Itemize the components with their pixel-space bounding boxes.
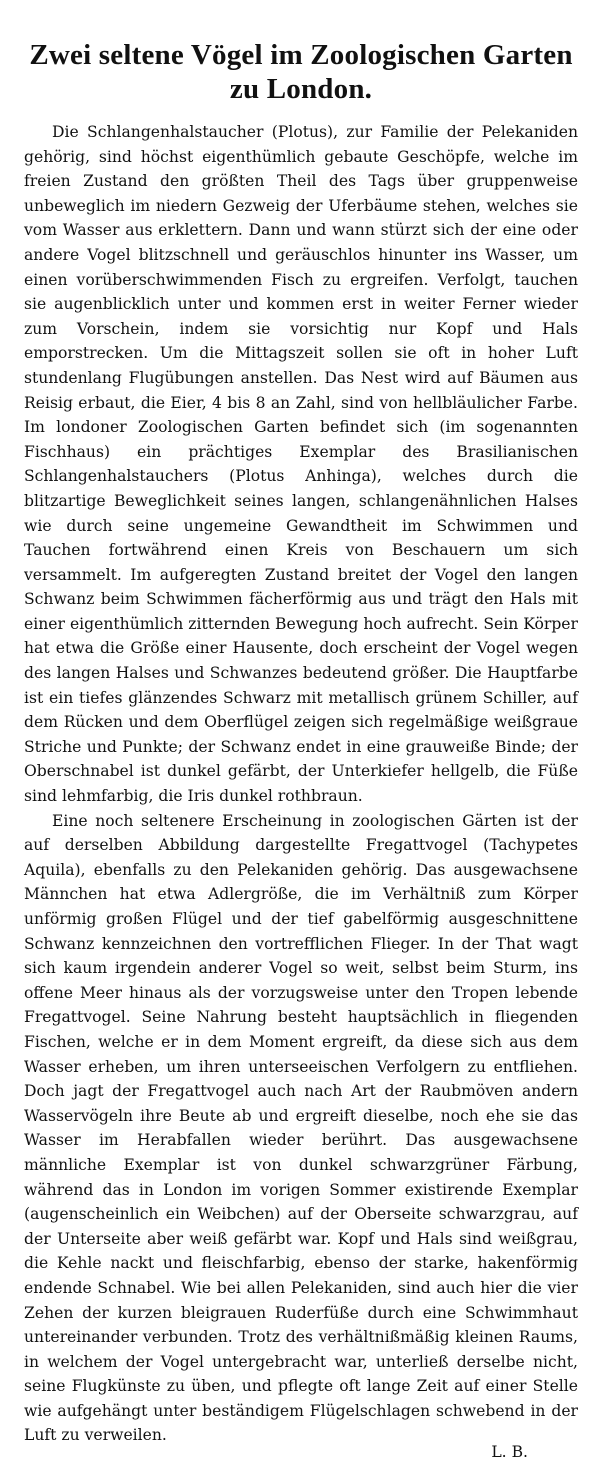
article-paragraph: Die Schlangenhalstaucher (Plotus), zur Familie der Pelekaniden gehörig, sind höchst eigenthümlich gebaute Geschöpfe, welche im freien Zustand den größten Theil des Tags über gruppenweise unbeweglich im niedern Gezweig der Uferbäume stehen, welches sie vom Wasser aus erklettern. Dann und wann stürzt sich der eine oder andere Vogel blitzschnell und geräuschlos hinunter ins Wasser, um einen vorüberschwimmenden Fisch zu ergreifen. Verfolgt, tauchen sie augenblicklich unter und kommen erst in weiter Ferner wieder zum Vorschein, indem sie vorsichtig nur Kopf und Hals emporstrecken. Um die Mittagszeit sollen sie oft in hoher Luft stundenlang Flugübungen anstellen. Das Nest wird auf Bäumen aus Reisig erbaut, die Eier, 4 bis 8 an Zahl, sind von hellbläulicher Farbe. Im londoner Zoologischen Garten befindet sich (im sogenannten Fischhaus) ein prächtiges Exemplar des Brasilianischen Schlangenhalstauchers (Plotus Anhinga), welches durch die blitzartige Beweglichkeit seines langen, schlangenähnlichen Halses wie durch seine ungemeine Gewandtheit im Schwimmen und Tauchen fortwährend einen Kreis von Beschauern um sich versammelt. Im aufgeregten Zustand breitet der Vogel den langen Schwanz beim Schwimmen fächerförmig aus und trägt den Hals mit einer eigenthümlich zitternden Bewegung hoch aufrecht. Sein Körper hat etwa die Größe einer Hausente, doch erscheint der Vogel wegen des langen Halses und Schwanzes bedeutend größer. Die Hauptfarbe ist ein tiefes glänzendes Schwarz mit metallisch grünem Schiller, auf dem Rücken und dem Oberflügel zeigen sich regelmäßige weißgraue Striche und Punkte; der Schwanz endet in eine grauweiße Binde; der Oberschnabel ist dunkel gefärbt, der Unterkiefer hellgelb, die Füße sind lehmfarbig, die Iris dunkel rothbraun. [24,123,578,806]
article-paragraph: Eine noch seltenere Erscheinung in zoologischen Gärten ist der auf derselben Abbildung dargestellte Fregattvogel (Tachypetes Aquila), ebenfalls zu den Pelekaniden gehörig. Das ausgewachsene Männchen hat etwa Adlergröße, die im Verhältniß zum Körper unförmig großen Flügel und der tief gabelförmig ausgeschnittene Schwanz kennzeichnen den vortrefflichen Flieger. In der That wagt sich kaum irgendein anderer Vogel so weit, selbst beim Sturm, ins offene Meer hinaus als der vorzugsweise unter den Tropen lebende Fregattvogel. Seine Nahrung besteht hauptsächlich in fliegenden Fischen, welche er in dem Moment ergreift, da diese sich aus dem Wasser erheben, um ihren unterseeischen Verfolgern zu entfliehen. Doch jagt der Fregattvogel auch nach Art der Raubmöven andern Wasservögeln ihre Beute ab und ergreift dieselbe, noch ehe sie das Wasser im Herabfallen wieder berührt. Das ausgewachsene männliche Exemplar ist von dunkel schwarzgrüner Färbung, während das in London im vorigen Sommer existirende Exemplar (augenscheinlich ein Weibchen) auf der Oberseite schwarzgrau, auf der Unterseite aber weiß gefärbt war. Kopf und Hals sind weißgrau, die Kehle nackt und fleischfarbig, ebenso der starke, hakenförmig endende Schnabel. Wie bei allen Pelekaniden, sind auch hier die vier Zehen der kurzen bleigrauen Ruderfüße durch eine Schwimmhaut untereinander verbunden. Trotz des verhältnißmäßig kleinen Raums, in welchem der Vogel untergebracht war, unterließ derselbe nicht, seine Flugkünste zu üben, und pflegte oft lange Zeit auf einer Stelle wie aufgehängt unter beständigem Flügelschlagen schwebend in der Luft zu verweilen. [24,811,578,1445]
article-body [24,120,578,1448]
article-title: Zwei seltene Vögel im Zoologischen Garten zu London. [29,39,573,105]
author-signature: L. B. [491,1443,528,1462]
